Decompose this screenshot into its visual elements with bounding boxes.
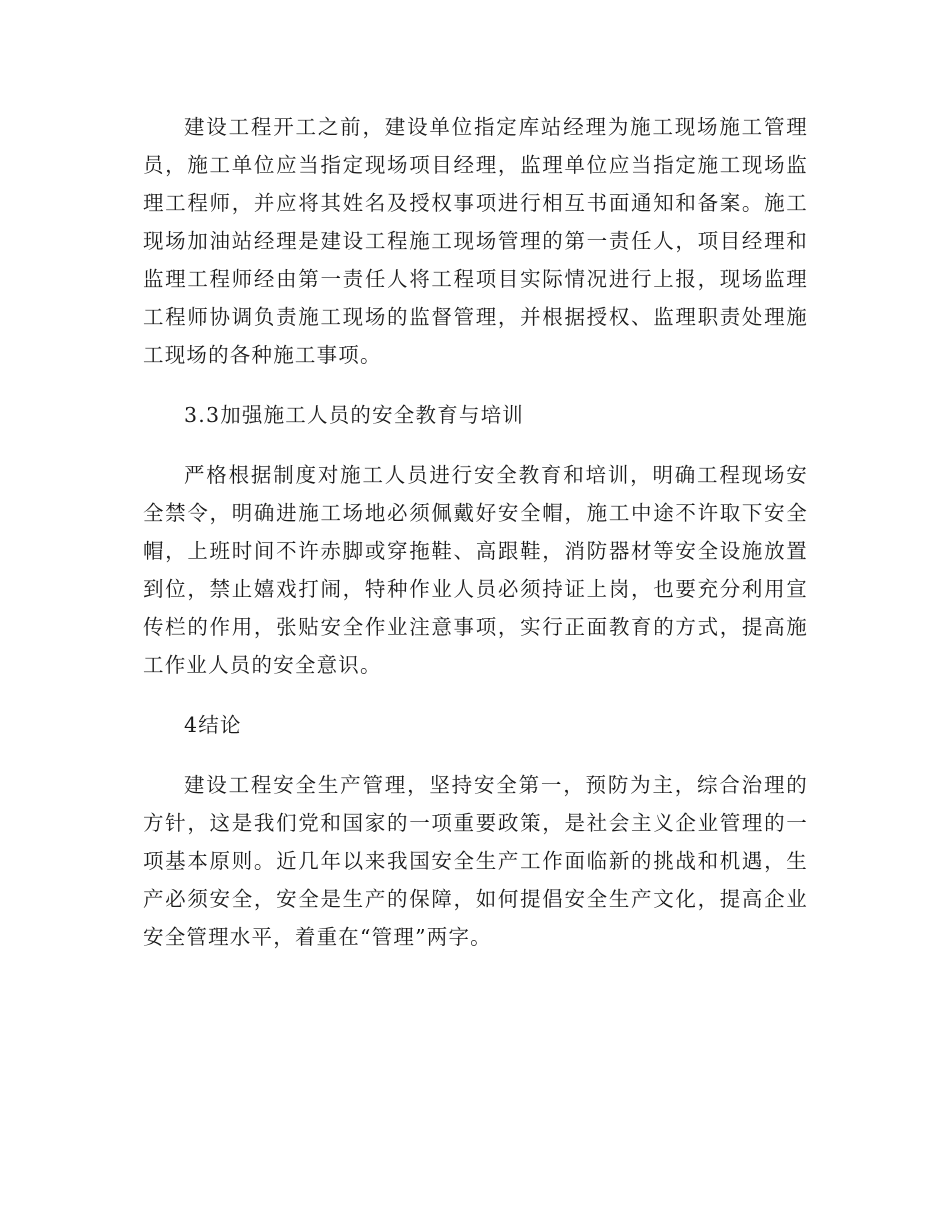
paragraph-safety-training: 严格根据制度对施工人员进行安全教育和培训，明确工程现场安全禁令，明确进施工场地必须佩戴好安全帽，施工中途不许取下安全帽，上班时间不许赤脚或穿拖鞋、高跟鞋，消防器材等安全设施放置到位，禁止嬉戏打闹，特种作业人员必须持证上岗，也要充分利用宣传栏的作用，张贴安全作业注意事项，实行正面教育的方式，提高施工作业人员的安全意识。 [143, 463, 808, 677]
document-body [143, 108, 808, 956]
paragraph-site-management: 建设工程开工之前，建设单位指定库站经理为施工现场施工管理员，施工单位应当指定现场项目经理，监理单位应当指定施工现场监理工程师，并应将其姓名及授权事项进行相互书面通知和备案。施工现场加油站经理是建设工程施工现场管理的第一责任人，项目经理和监理工程师经由第一责任人将工程项目实际情况进行上报，现场监理工程师协调负责施工现场的监督管理，并根据授权、监理职责处理施工现场的各种施工事项。 [143, 115, 808, 367]
paragraph-gap [143, 684, 808, 706]
paragraph-gap [143, 374, 808, 396]
paragraph-gap [143, 744, 808, 766]
section-heading-3-3: 3.3加强施工人员的安全教育与培训 [184, 403, 525, 427]
paragraph-gap [143, 434, 808, 456]
section-heading-4: 4结论 [184, 713, 242, 737]
paragraph-conclusion: 建设工程安全生产管理，坚持安全第一，预防为主，综合治理的方针，这是我们党和国家的一项重要政策，是社会主义企业管理的一项基本原则。近几年以来我国安全生产工作面临新的挑战和机遇，生产必须安全，安全是生产的保障，如何提倡安全生产文化，提高企业安全管理水平，着重在“管理”两字。 [143, 773, 808, 949]
